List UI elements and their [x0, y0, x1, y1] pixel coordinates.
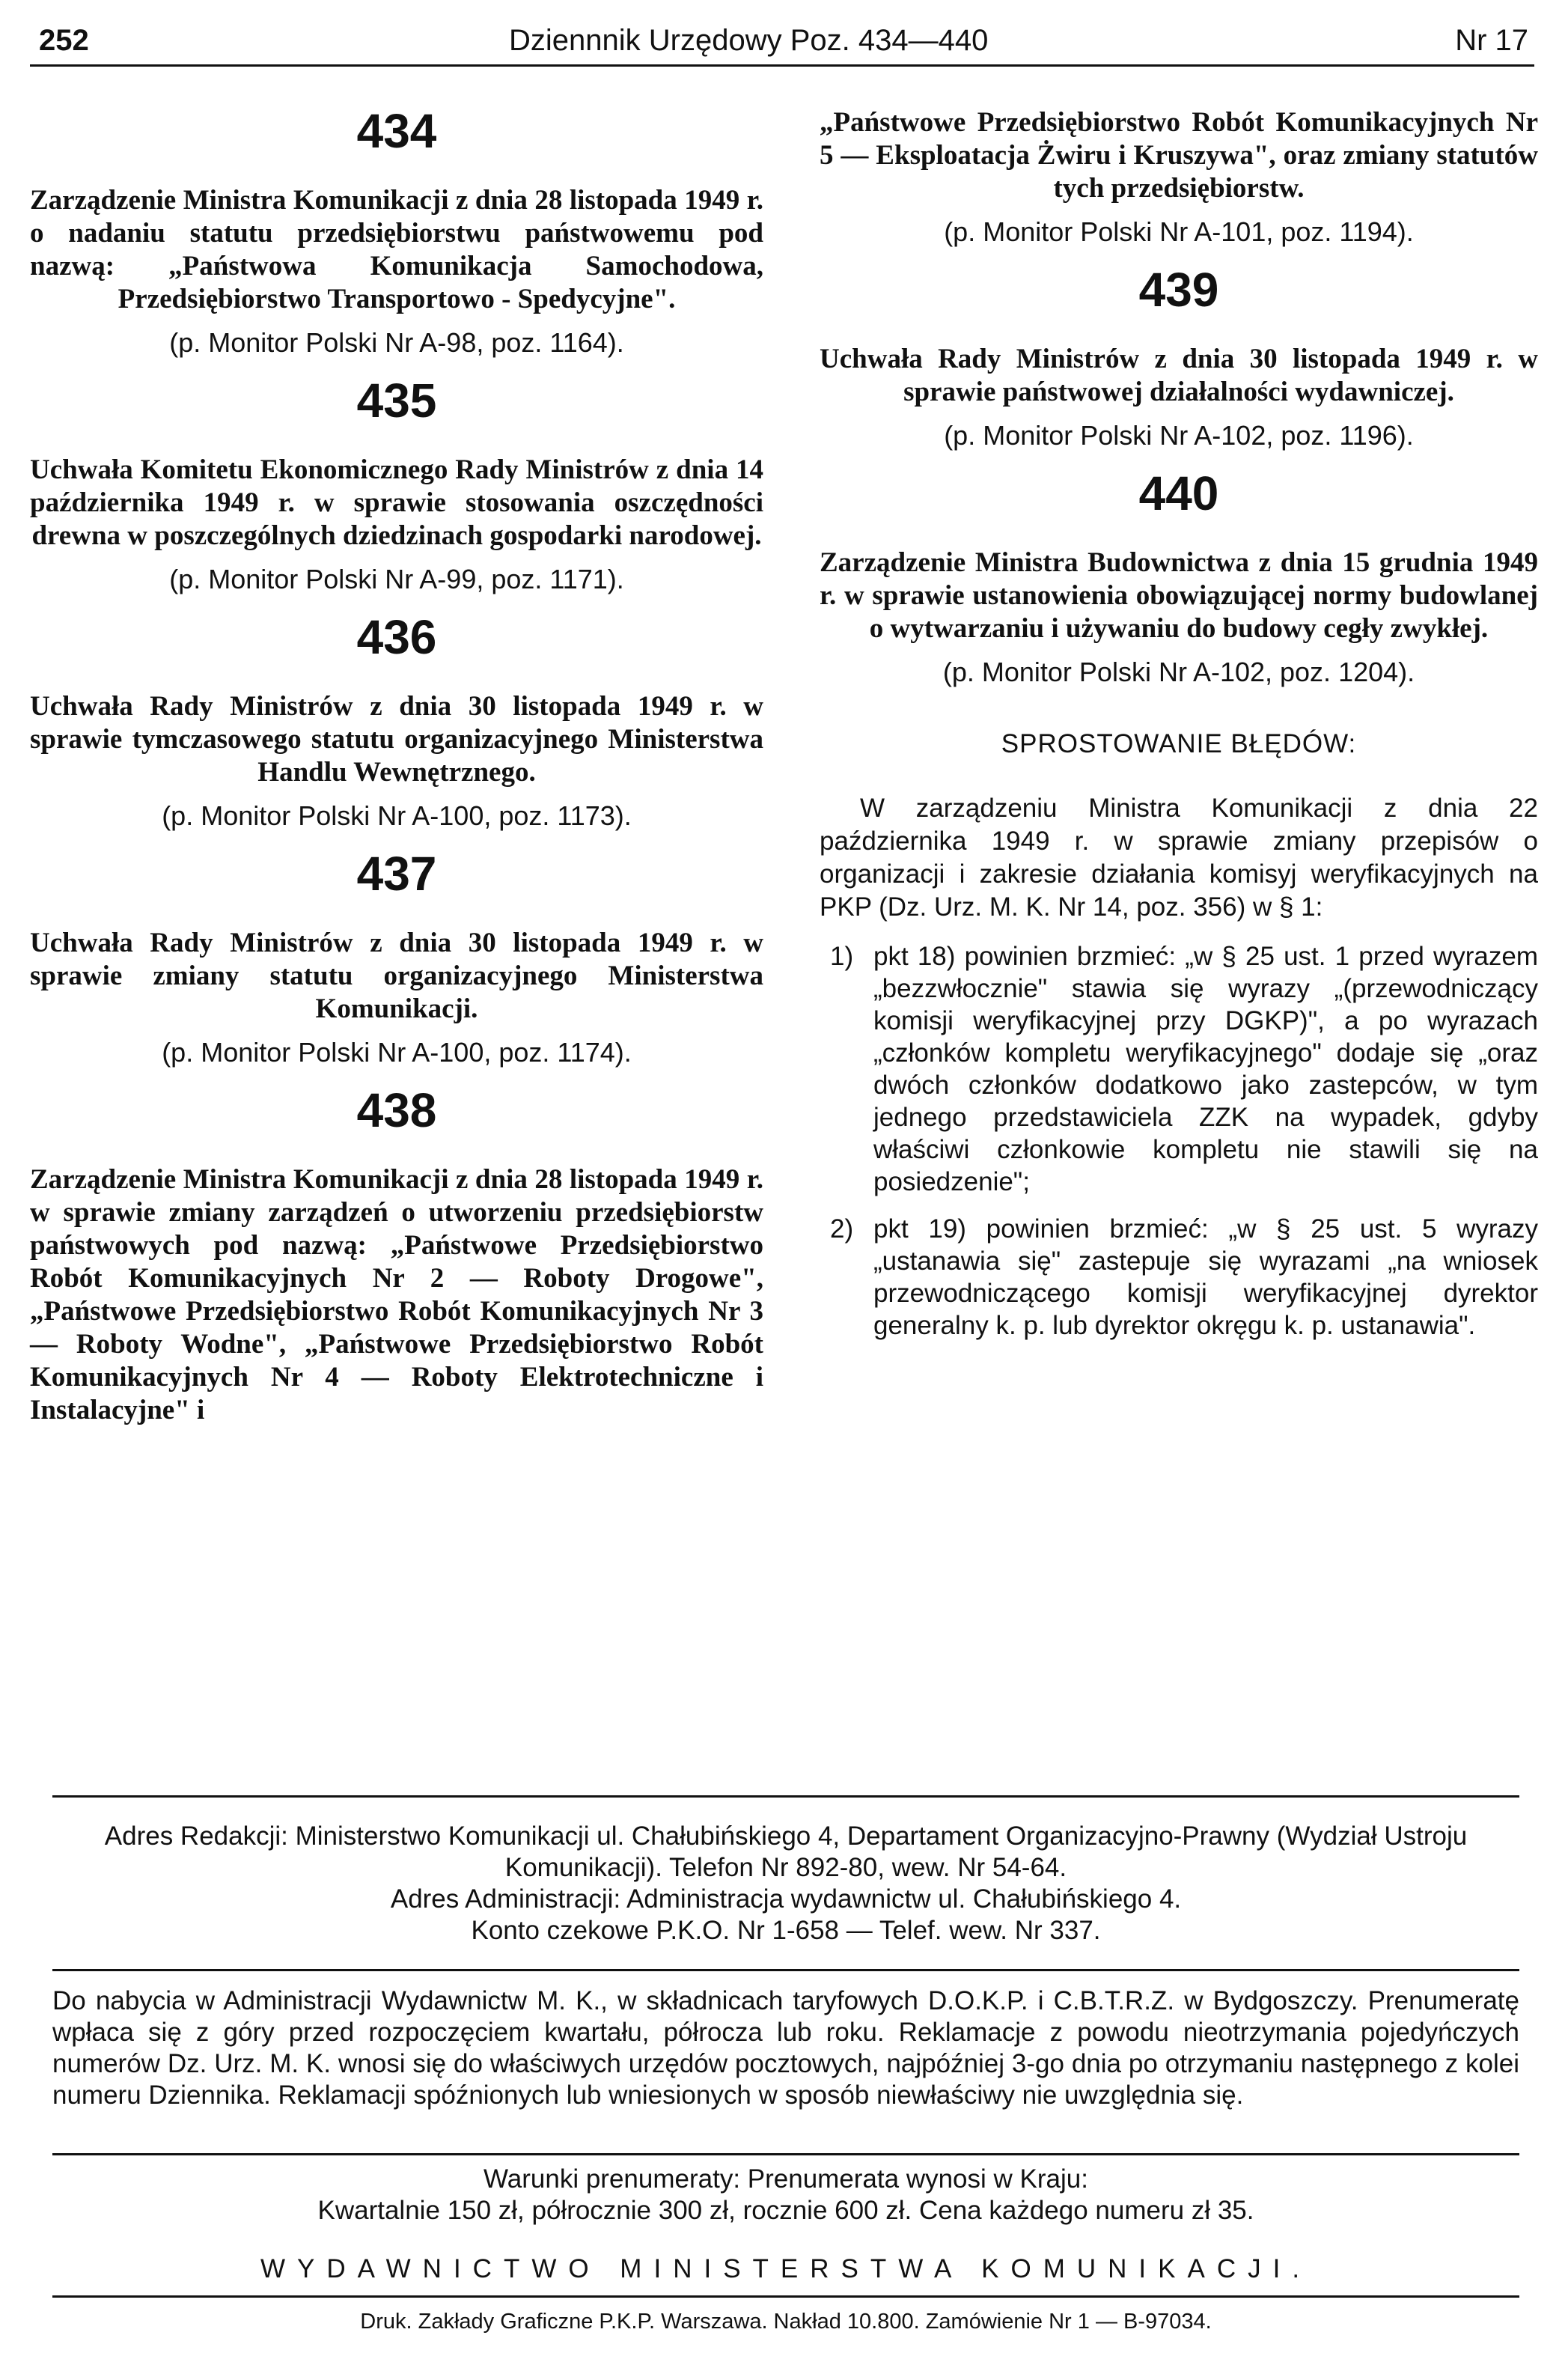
entry-citation: (p. Monitor Polski Nr A-100, poz. 1174). [162, 1037, 632, 1068]
entry-number: 436 [356, 610, 437, 664]
entry-citation: (p. Monitor Polski Nr A-99, poz. 1171). [169, 564, 624, 594]
errata-item-marker: 1) [830, 942, 854, 971]
entry-434 [30, 103, 763, 359]
entry-435 [30, 373, 763, 596]
entry-number: 440 [1138, 466, 1219, 520]
entry-438-continued [820, 106, 1538, 249]
page-number: 252 [39, 24, 89, 57]
entry-citation: (p. Monitor Polski Nr A-100, poz. 1173). [162, 800, 632, 831]
entry-436 [30, 609, 763, 833]
entry-439 [820, 262, 1538, 452]
subscription-info-text: Do nabycia w Administracji Wydawnictw M. K., w składnicach taryfowych D.O.K.P. i C.B.T.R.Z. w Bydgoszczy. Prenumeratę wpłaca się z góry przed rozpoczęciem kwartału, półrocza lub roku. Reklamacje z powodu nieotrzymania pojedyńczych numerów Dz. Urz. M. K. wnosi się do właściwych urzędów pocztowych, najpóźniej 3-go dnia po otrzymaniu następnego z kolei numeru Dziennika. Reklamacji spóźnionych lub wniesionych w sposób niewłaściwy nie uwzględnia się. [52, 1986, 1519, 2110]
errata-item-text: pkt 19) powinien brzmieć: „w § 25 ust. 5 wyrazy „ustanawia się" zastepuje się wyrazami „na wniosek przewodniczącego komisji weryfikacyjnej dyrektor generalny k. p. lub dyrektor okręgu k. p. ustanawia". [873, 1214, 1538, 1340]
entry-heading: Uchwała Rady Ministrów z dnia 30 listopada 1949 r. w sprawie państwowej działalności wydawniczej. [820, 344, 1538, 407]
editorial-address [52, 1821, 1519, 1947]
entry-heading: Zarządzenie Ministra Budownictwa z dnia 15 grudnia 1949 r. w sprawie ustanowienia obowiązującej normy budowlanej o wytwarzaniu i używaniu do budowy cegły zwykłej. [820, 547, 1538, 644]
entry-citation: (p. Monitor Polski Nr A-102, poz. 1196). [944, 420, 1414, 451]
errata-item [820, 1213, 1538, 1342]
subscription-info [52, 1985, 1519, 2111]
entry-citation: (p. Monitor Polski Nr A-102, poz. 1204). [942, 657, 1415, 687]
entry-citation: (p. Monitor Polski Nr A-101, poz. 1194). [944, 216, 1414, 247]
entry-number: 438 [356, 1083, 437, 1137]
errata-item-text: pkt 18) powinien brzmieć: „w § 25 ust. 1 przed wyrazem „bezzwłocznie" stawia się wyrazy „(przewodniczący komisji weryfikacyjnej przy DGKP)", a po wyrazach „członków kompletu weryfikacyjnego" dodaje się „oraz dwóch członków dodatkowo jako zastepców, w tym jednego przedstawiciela ZZK na wypadek, gdyby właściwi członkowie kompletu nie stawili się na posiedzenie"; [873, 942, 1538, 1196]
entry-heading: Uchwała Komitetu Ekonomicznego Rady Ministrów z dnia 14 października 1949 r. w sprawie stosowania oszczędności drewna w poszczególnych dziedzinach gospodarki narodowej. [30, 454, 763, 551]
errata-item [820, 940, 1538, 1198]
entry-heading: Uchwała Rady Ministrów z dnia 30 listopada 1949 r. w sprawie zmiany statutu organizacyjnego Ministerstwa Komunikacji. [30, 928, 763, 1024]
entry-heading: Zarządzenie Ministra Komunikacji z dnia 28 listopada 1949 r. w sprawie zmiany zarządzeń o utworzeniu przedsiębiorstw państwowych pod nazwą: „Państwowe Przedsiębiorstwo Robót Komunikacyjnych Nr 2 — Roboty Drogowe", „Państwowe Przedsiębiorstwo Robót Komunikacyjnych Nr 3 — Roboty Wodne", „Państwowe Przedsiębiorstwo Robót Komunikacyjnych Nr 4 — Roboty Elektrotechniczne i Instalacyjne" i [30, 1164, 763, 1425]
footer-rule-top [52, 1795, 1519, 1798]
subscription-conditions [52, 2164, 1519, 2227]
issue-number: Nr 17 [1455, 24, 1528, 57]
print-info: Druk. Zakłady Graficzne P.K.P. Warszawa. Nakład 10.800. Zamówienie Nr 1 — B-97034. [360, 2310, 1212, 2334]
header-rule [30, 64, 1534, 67]
journal-title: Dziennnik Urzędowy Poz. 434—440 [509, 24, 989, 57]
entry-number: 435 [356, 374, 437, 427]
publisher-name: WYDAWNICTWO MINISTERSTWA KOMUNIKACJI. [260, 2254, 1312, 2283]
entry-number: 434 [356, 104, 437, 158]
entry-440 [820, 466, 1538, 689]
entry-heading: Zarządzenie Ministra Komunikacji z dnia 28 listopada 1949 r. o nadaniu statutu przedsiębiorstwu państwowemu pod nazwą: „Państwowa Komunikacja Samochodowa, Przedsiębiorstwo Transportowo - Spedycyjne". [30, 185, 763, 314]
entry-number: 437 [356, 847, 437, 901]
entry-citation: (p. Monitor Polski Nr A-98, poz. 1164). [169, 327, 624, 358]
left-column [30, 90, 763, 1427]
publisher-block [52, 2253, 1519, 2285]
footer-rule-lower [52, 2153, 1519, 2155]
print-info-block [52, 2306, 1519, 2337]
entry-437 [30, 846, 763, 1069]
right-column [820, 90, 1538, 1357]
errata-intro: W zarządzeniu Ministra Komunikacji z dnia 22 października 1949 r. w sprawie zmiany przepisów o organizacji i zakresie działania komisyj weryfikacyjnych na PKP (Dz. Urz. M. K. Nr 14, poz. 356) w § 1: [820, 794, 1538, 922]
footer-rule-bottom [52, 2295, 1519, 2298]
entry-heading-continued: „Państwowe Przedsiębiorstwo Robót Komunikacyjnych Nr 5 — Eksploatacja Żwiru i Kruszywa", oraz zmiany statutów tych przedsiębiorstw. [820, 107, 1538, 204]
conditions-line: Warunki prenumeraty: Prenumerata wynosi w Kraju: [483, 2164, 1088, 2194]
address-line: Konto czekowe P.K.O. Nr 1-658 — Telef. wew. Nr 337. [471, 1916, 1101, 1945]
errata-title: SPROSTOWANIE BŁĘDÓW: [1001, 729, 1357, 758]
errata-section [820, 729, 1538, 1342]
entry-438 [30, 1083, 763, 1427]
errata-item-marker: 2) [830, 1214, 854, 1244]
entry-heading: Uchwała Rady Ministrów z dnia 30 listopada 1949 r. w sprawie tymczasowego statutu organizacyjnego Ministerstwa Handlu Wewnętrznego. [30, 691, 763, 788]
entry-number: 439 [1138, 263, 1219, 317]
address-line: Adres Redakcji: Ministerstwo Komunikacji ul. Chałubińskiego 4, Departament Organizacyjno-Prawny (Wydział Ustroju Komunikacji). Telefon Nr 892-80, wew. Nr 54-64. [104, 1821, 1468, 1882]
footer-rule-middle [52, 1969, 1519, 1971]
address-line: Adres Administracji: Administracja wydawnictw ul. Chałubińskiego 4. [390, 1884, 1182, 1914]
page-header [30, 24, 1534, 69]
conditions-line: Kwartalnie 150 zł, półrocznie 300 zł, rocznie 600 zł. Cena każdego numeru zł 35. [317, 2196, 1254, 2225]
